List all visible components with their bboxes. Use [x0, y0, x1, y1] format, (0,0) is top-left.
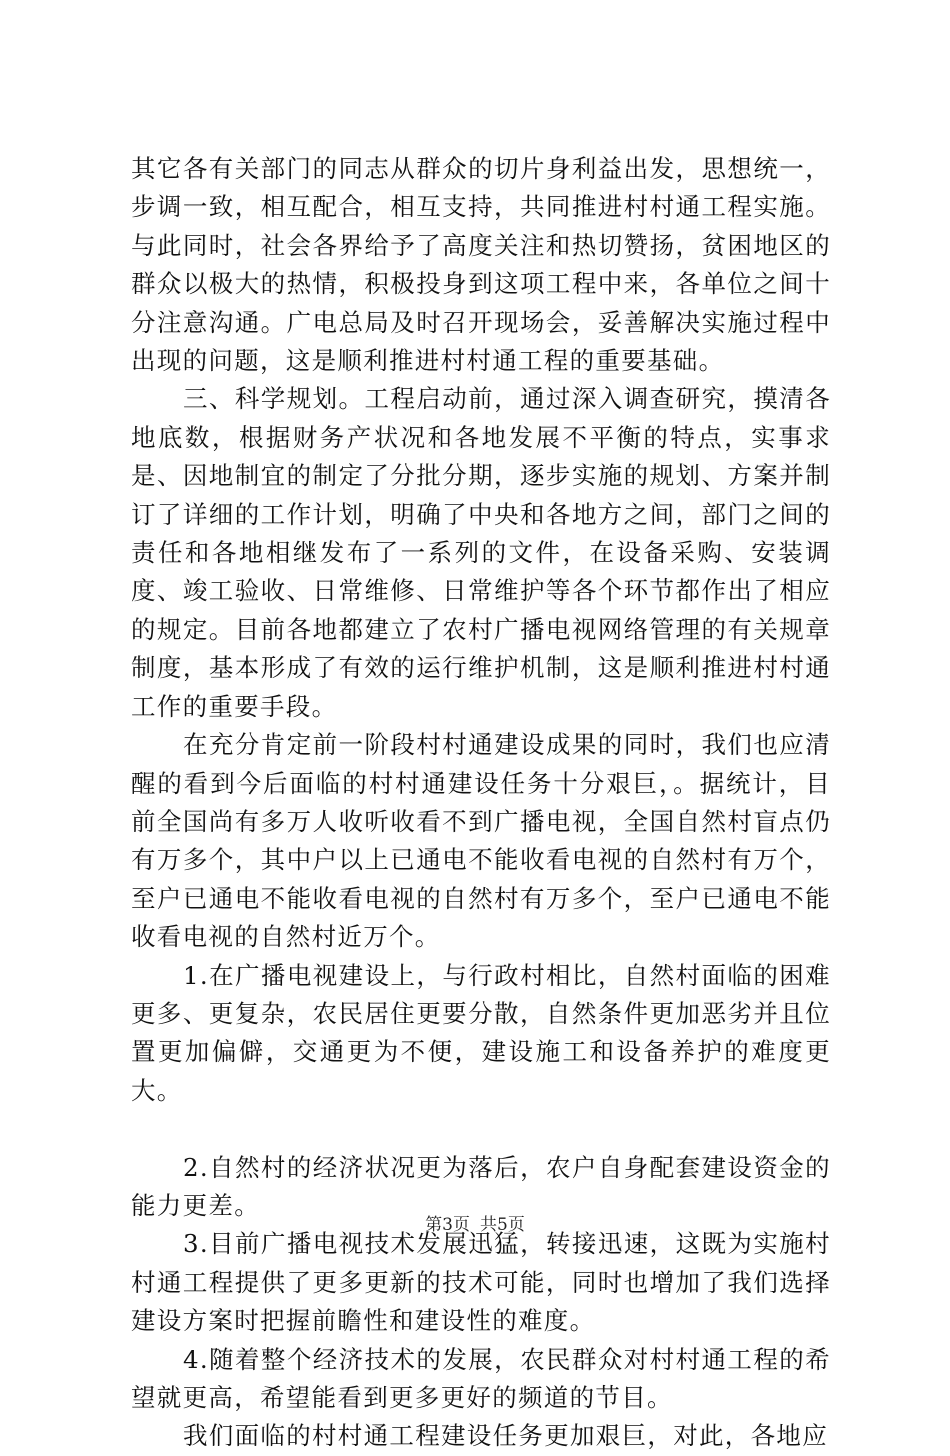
document-body	[131, 150, 831, 1456]
page-footer	[0, 1210, 950, 1235]
page-number: 第3页	[425, 1215, 470, 1235]
paragraph: 三、科学规划。工程启动前，通过深入调查研究，摸清各地底数，根据财务产状况和各地发展不平衡的特点，实事求是、因地制宜的制定了分批分期，逐步实施的规划、方案并制订了详细的工作计划，明确了中央和各地方之间，部门之间的责任和各地相继发布了一系列的文件，在设备采购、安装调度、竣工验收、日常维修、日常维护等各个环节都作出了相应的规定。目前各地都建立了农村广播电视网络管理的有关规章制度，基本形成了有效的运行维护机制，这是顺利推进村村通工作的重要手段。	[131, 384, 831, 721]
paragraph: 其它各有关部门的同志从群众的切片身利益出发，思想统一，步调一致，相互配合，相互支持，共同推进村村通工程实施。与此同时，社会各界给予了高度关注和热切赞扬，贫困地区的群众以极大的热情，积极投身到这项工程中来，各单位之间十分注意沟通。广电总局及时召开现场会，妥善解决实施过程中出现的问题，这是顺利推进村村通工程的重要基础。	[131, 154, 831, 376]
paragraph: 在充分肯定前一阶段村村通建设成果的同时，我们也应清醒的看到今后面临的村村通建设任务十分艰巨，。据统计，目前全国尚有多万人收听收看不到广播电视，全国自然村盲点仍有万多个，其中户以上已通电不能收看电视的自然村有万个，至户已通电不能收看电视的自然村有万多个，至户已通电不能收看电视的自然村近万个。	[131, 730, 831, 952]
list-item: 4.随着整个经济技术的发展，农民群众对村村通工程的希望就更高，希望能看到更多更好的频道的节目。	[131, 1344, 831, 1412]
list-item: 3.目前广播电视技术发展迅猛，转接迅速，这既为实施村村通工程提供了更多更新的技术可能，同时也增加了我们选择建设方案时把握前瞻性和建设性的难度。	[131, 1229, 831, 1336]
blank-line	[131, 1110, 831, 1148]
paragraph: 我们面临的村村通工程建设任务更加艰巨，对此，各地应	[183, 1421, 828, 1451]
list-item: 1.在广播电视建设上，与行政村相比，自然村面临的困难更多、更复杂，农民居住更要分散，自然条件更加恶劣并且位置更加偏僻，交通更为不便，建设施工和设备养护的难度更大。	[131, 960, 831, 1105]
page-total: 共5页	[480, 1215, 525, 1235]
list-item: 2.自然村的经济状况更为落后，农户自身配套建设资金的能力更差。	[131, 1152, 831, 1220]
